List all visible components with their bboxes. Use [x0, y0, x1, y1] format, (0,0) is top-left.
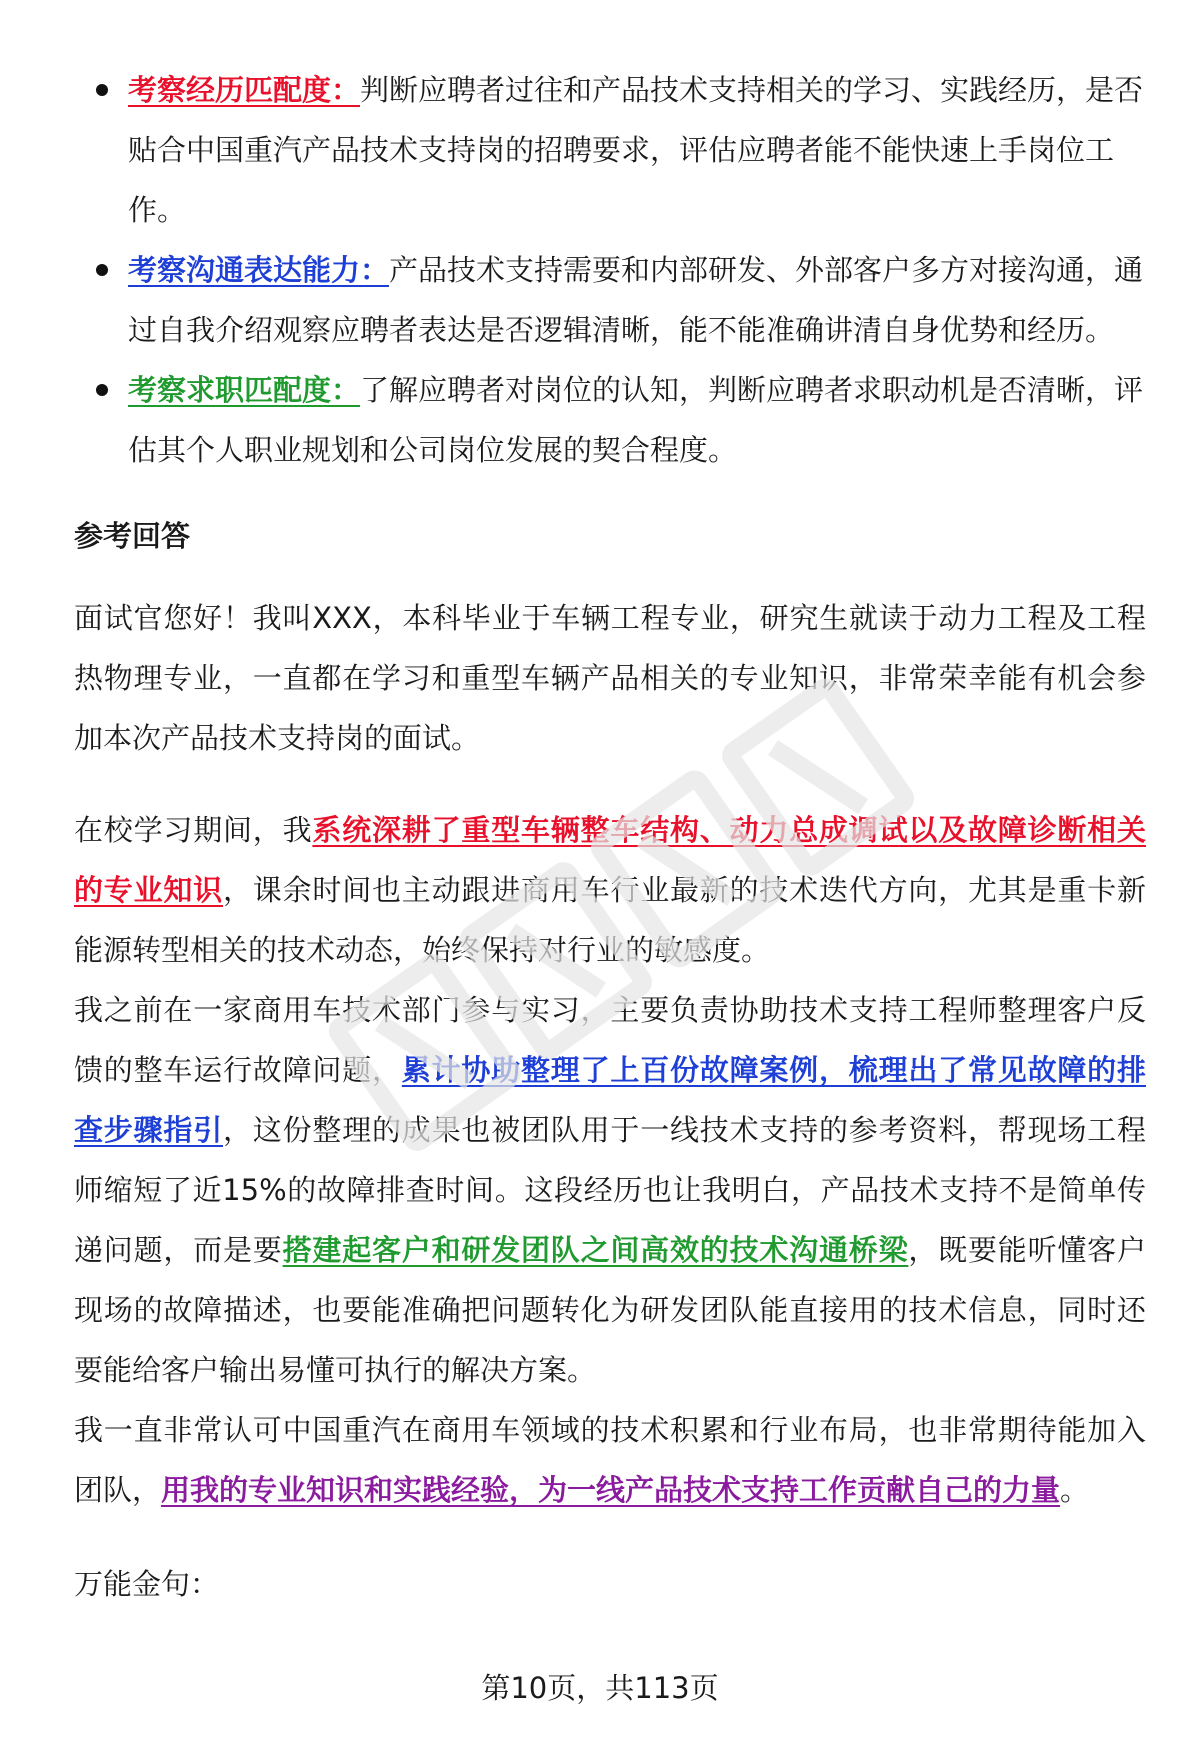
- list-item: [74, 360, 1146, 480]
- page-footer: 第10页，共113页: [481, 1671, 719, 1705]
- bullet-dot-icon: [96, 384, 108, 396]
- paragraph-text: ，课余时间也主动跟进商用车行业最新的技术迭代方向，尤其是重卡新能源转型相关的技术动态，始终保持对行业的敏感度。: [74, 873, 1146, 967]
- paragraph-text: ，这份整理的成果也被团队用于一线技术支持的参考资料，帮现场工程师缩短了近15%的故障排查时间。这段经历也让我明白，产品技术支持不是简单传递问题，而是要: [74, 1113, 1146, 1267]
- highlight-text: 系统深耕了重型车辆整车结构、动力总成调试以及故障诊断相关的专业知识: [74, 813, 1146, 907]
- section-title: 参考回答: [74, 519, 191, 553]
- list-item: [74, 240, 1146, 360]
- answer-paragraph-intro: 面试官您好！我叫XXX，本科毕业于车辆工程专业，研究生就读于动力工程及工程热物理专业，一直都在学习和重型车辆产品相关的专业知识，非常荣幸能有机会参加本次产品技术支持岗的面试。: [74, 601, 1146, 755]
- list-item: [74, 60, 1146, 240]
- answer-paragraph-motivation: [74, 1400, 1146, 1520]
- bullet-dot-icon: [96, 264, 108, 276]
- bullet-text: 了解应聘者对岗位的认知，判断应聘者求职动机是否清晰，评估其个人职业规划和公司岗位发展的契合程度。: [128, 373, 1144, 467]
- bullet-title: 考察经历匹配度：: [128, 73, 361, 107]
- highlight-text: 累计协助整理了上百份故障案例，梳理出了常见故障的排查步骤指引: [74, 1053, 1146, 1147]
- document-page: [74, 60, 1146, 1614]
- bullet-title: 考察沟通表达能力：: [128, 253, 390, 287]
- highlight-text: 用我的专业知识和实践经验，为一线产品技术支持工作贡献自己的力量: [161, 1473, 1061, 1507]
- paragraph-text: 。: [1060, 1473, 1090, 1507]
- bullet-text: 产品技术支持需要和内部研发、外部客户多方对接沟通，通过自我介绍观察应聘者表达是否逻辑清晰，能不能准确讲清自身优势和经历。: [128, 253, 1144, 347]
- evaluation-points-list: [74, 60, 1146, 480]
- bullet-text: 判断应聘者过往和产品技术支持相关的学习、实践经历，是否贴合中国重汽产品技术支持岗的招聘要求，评估应聘者能不能快速上手岗位工作。: [128, 73, 1144, 227]
- paragraph-text: 我之前在一家商用车技术部门参与实习，主要负责协助技术支持工程师整理客户反馈的整车运行故障问题，: [74, 993, 1146, 1087]
- highlight-text: 搭建起客户和研发团队之间高效的技术沟通桥梁: [282, 1233, 909, 1267]
- paragraph-text: 在校学习期间，我: [74, 813, 313, 847]
- bullet-title: 考察求职匹配度：: [128, 373, 361, 407]
- bullet-dot-icon: [96, 84, 108, 96]
- answer-paragraph-internship: [74, 980, 1146, 1400]
- closing-label: 万能金句：: [74, 1567, 220, 1601]
- answer-paragraph-study: [74, 800, 1146, 980]
- paragraph-text: 我一直非常认可中国重汽在商用车领域的技术积累和行业布局，也非常期待能加入团队，: [74, 1413, 1146, 1507]
- paragraph-text: ，既要能听懂客户现场的故障描述，也要能准确把问题转化为研发团队能直接用的技术信息，同时还要能给客户输出易懂可执行的解决方案。: [74, 1233, 1146, 1387]
